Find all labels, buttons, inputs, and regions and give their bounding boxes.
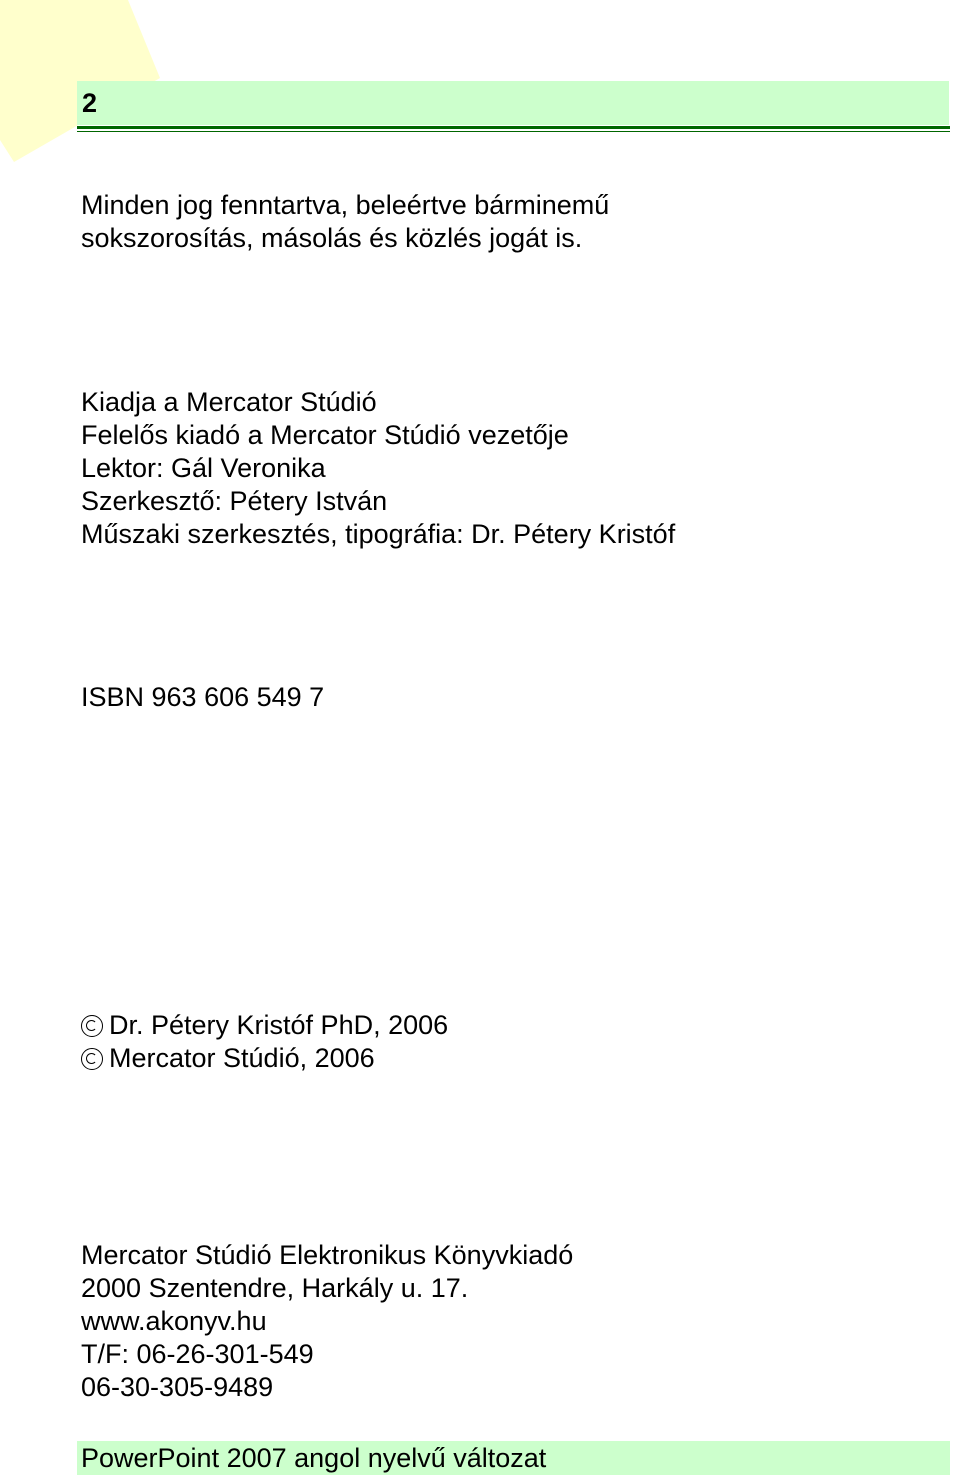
copyright-icon [81, 1015, 103, 1037]
rights-line: Minden jog fenntartva, beleértve bárminemű [81, 190, 610, 220]
copyright-block [81, 1009, 448, 1075]
publisher-contact [81, 1239, 573, 1404]
rights-notice [81, 189, 609, 255]
copyright-holder-studio: Mercator Stúdió, 2006 [109, 1043, 375, 1073]
editor-line: Szerkesztő: Pétery István [81, 486, 388, 516]
copyright-line [81, 1042, 448, 1075]
typography-line: Műszaki szerkesztés, tipográfia: Dr. Pétery Kristóf [81, 519, 676, 549]
copyright-line [81, 1009, 448, 1042]
edition-label: PowerPoint 2007 angol nyelvű változat [81, 1443, 547, 1473]
publisher-mobile: 06-30-305-9489 [81, 1372, 274, 1402]
rights-line: sokszorosítás, másolás és közlés jogát is. [81, 223, 583, 253]
copyright-holder-author: Dr. Pétery Kristóf PhD, 2006 [109, 1010, 449, 1040]
publisher-website: www.akonyv.hu [81, 1306, 267, 1336]
header-rule [77, 126, 950, 129]
header-rule-thin [77, 131, 950, 132]
publisher-name: Mercator Stúdió Elektronikus Könyvkiadó [81, 1240, 574, 1270]
page-number: 2 [82, 88, 98, 118]
isbn: ISBN 963 606 549 7 [81, 682, 325, 712]
responsible-publisher-line: Felelős kiadó a Mercator Stúdió vezetője [81, 420, 569, 450]
reviewer-line: Lektor: Gál Veronika [81, 453, 326, 483]
publisher-line: Kiadja a Mercator Stúdió [81, 387, 377, 417]
header-band [77, 81, 949, 125]
publication-details [81, 386, 675, 551]
publisher-phone-fax: T/F: 06-26-301-549 [81, 1339, 314, 1369]
isbn-block [81, 681, 324, 714]
copyright-icon [81, 1048, 103, 1070]
publisher-address: 2000 Szentendre, Harkály u. 17. [81, 1273, 469, 1303]
